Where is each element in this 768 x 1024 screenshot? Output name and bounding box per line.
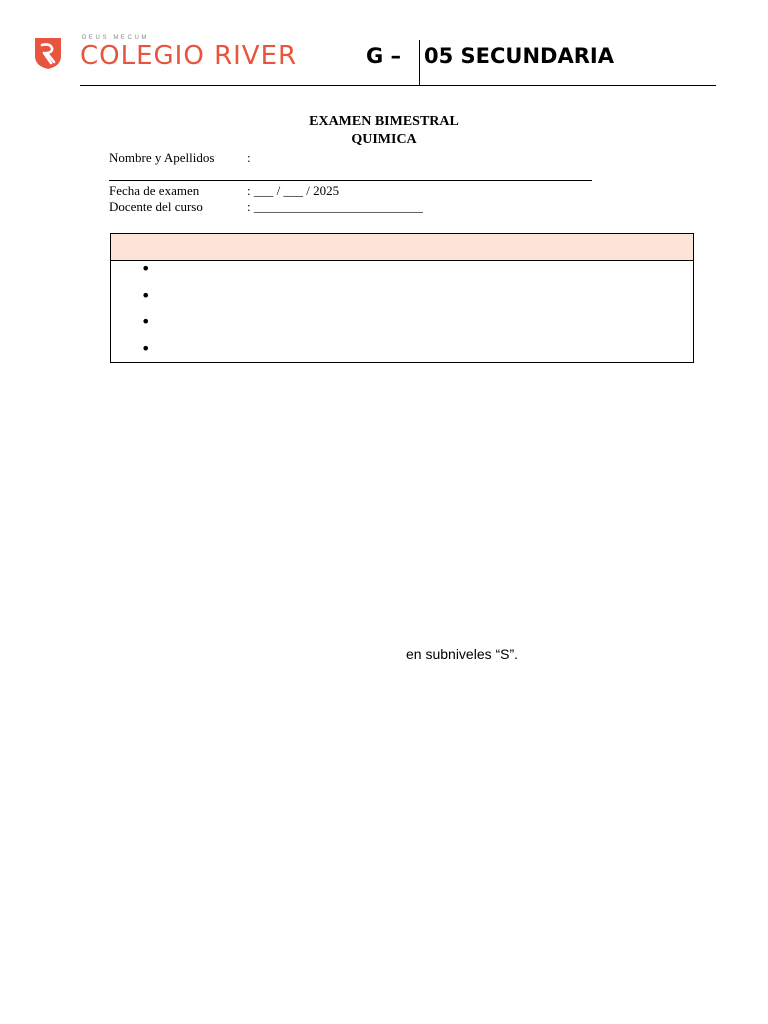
brand-tagline: DEUS MECUM <box>82 35 150 41</box>
header-divider <box>419 40 420 86</box>
teacher-field[interactable]: : __________________________ <box>247 199 423 214</box>
date-label: Fecha de examen <box>109 183 200 198</box>
date-field[interactable]: : ___ / ___ / 2025 <box>247 183 340 198</box>
exam-title: EXAMEN BIMESTRAL <box>309 114 459 129</box>
grade-label: G – <box>366 44 402 68</box>
level-label: 05 SECUNDARIA <box>424 44 614 68</box>
question-text-fragment: en subniveles “S”. <box>406 646 519 662</box>
school-shield-logo <box>33 36 63 70</box>
instruction-item <box>111 287 693 314</box>
instructions-list <box>111 260 693 366</box>
instructions-box <box>110 233 694 363</box>
name-colon: : <box>247 150 251 165</box>
name-label: Nombre y Apellidos <box>109 150 215 165</box>
instruction-item <box>111 340 693 367</box>
instruction-item <box>111 313 693 340</box>
instructions-box-header <box>111 234 693 261</box>
brand-name: COLEGIO RIVER <box>80 41 298 71</box>
name-field-line[interactable] <box>109 180 592 181</box>
instruction-item <box>111 260 693 287</box>
teacher-label: Docente del curso <box>109 199 203 214</box>
header-underline <box>80 85 716 86</box>
exam-subject: QUIMICA <box>351 132 417 147</box>
